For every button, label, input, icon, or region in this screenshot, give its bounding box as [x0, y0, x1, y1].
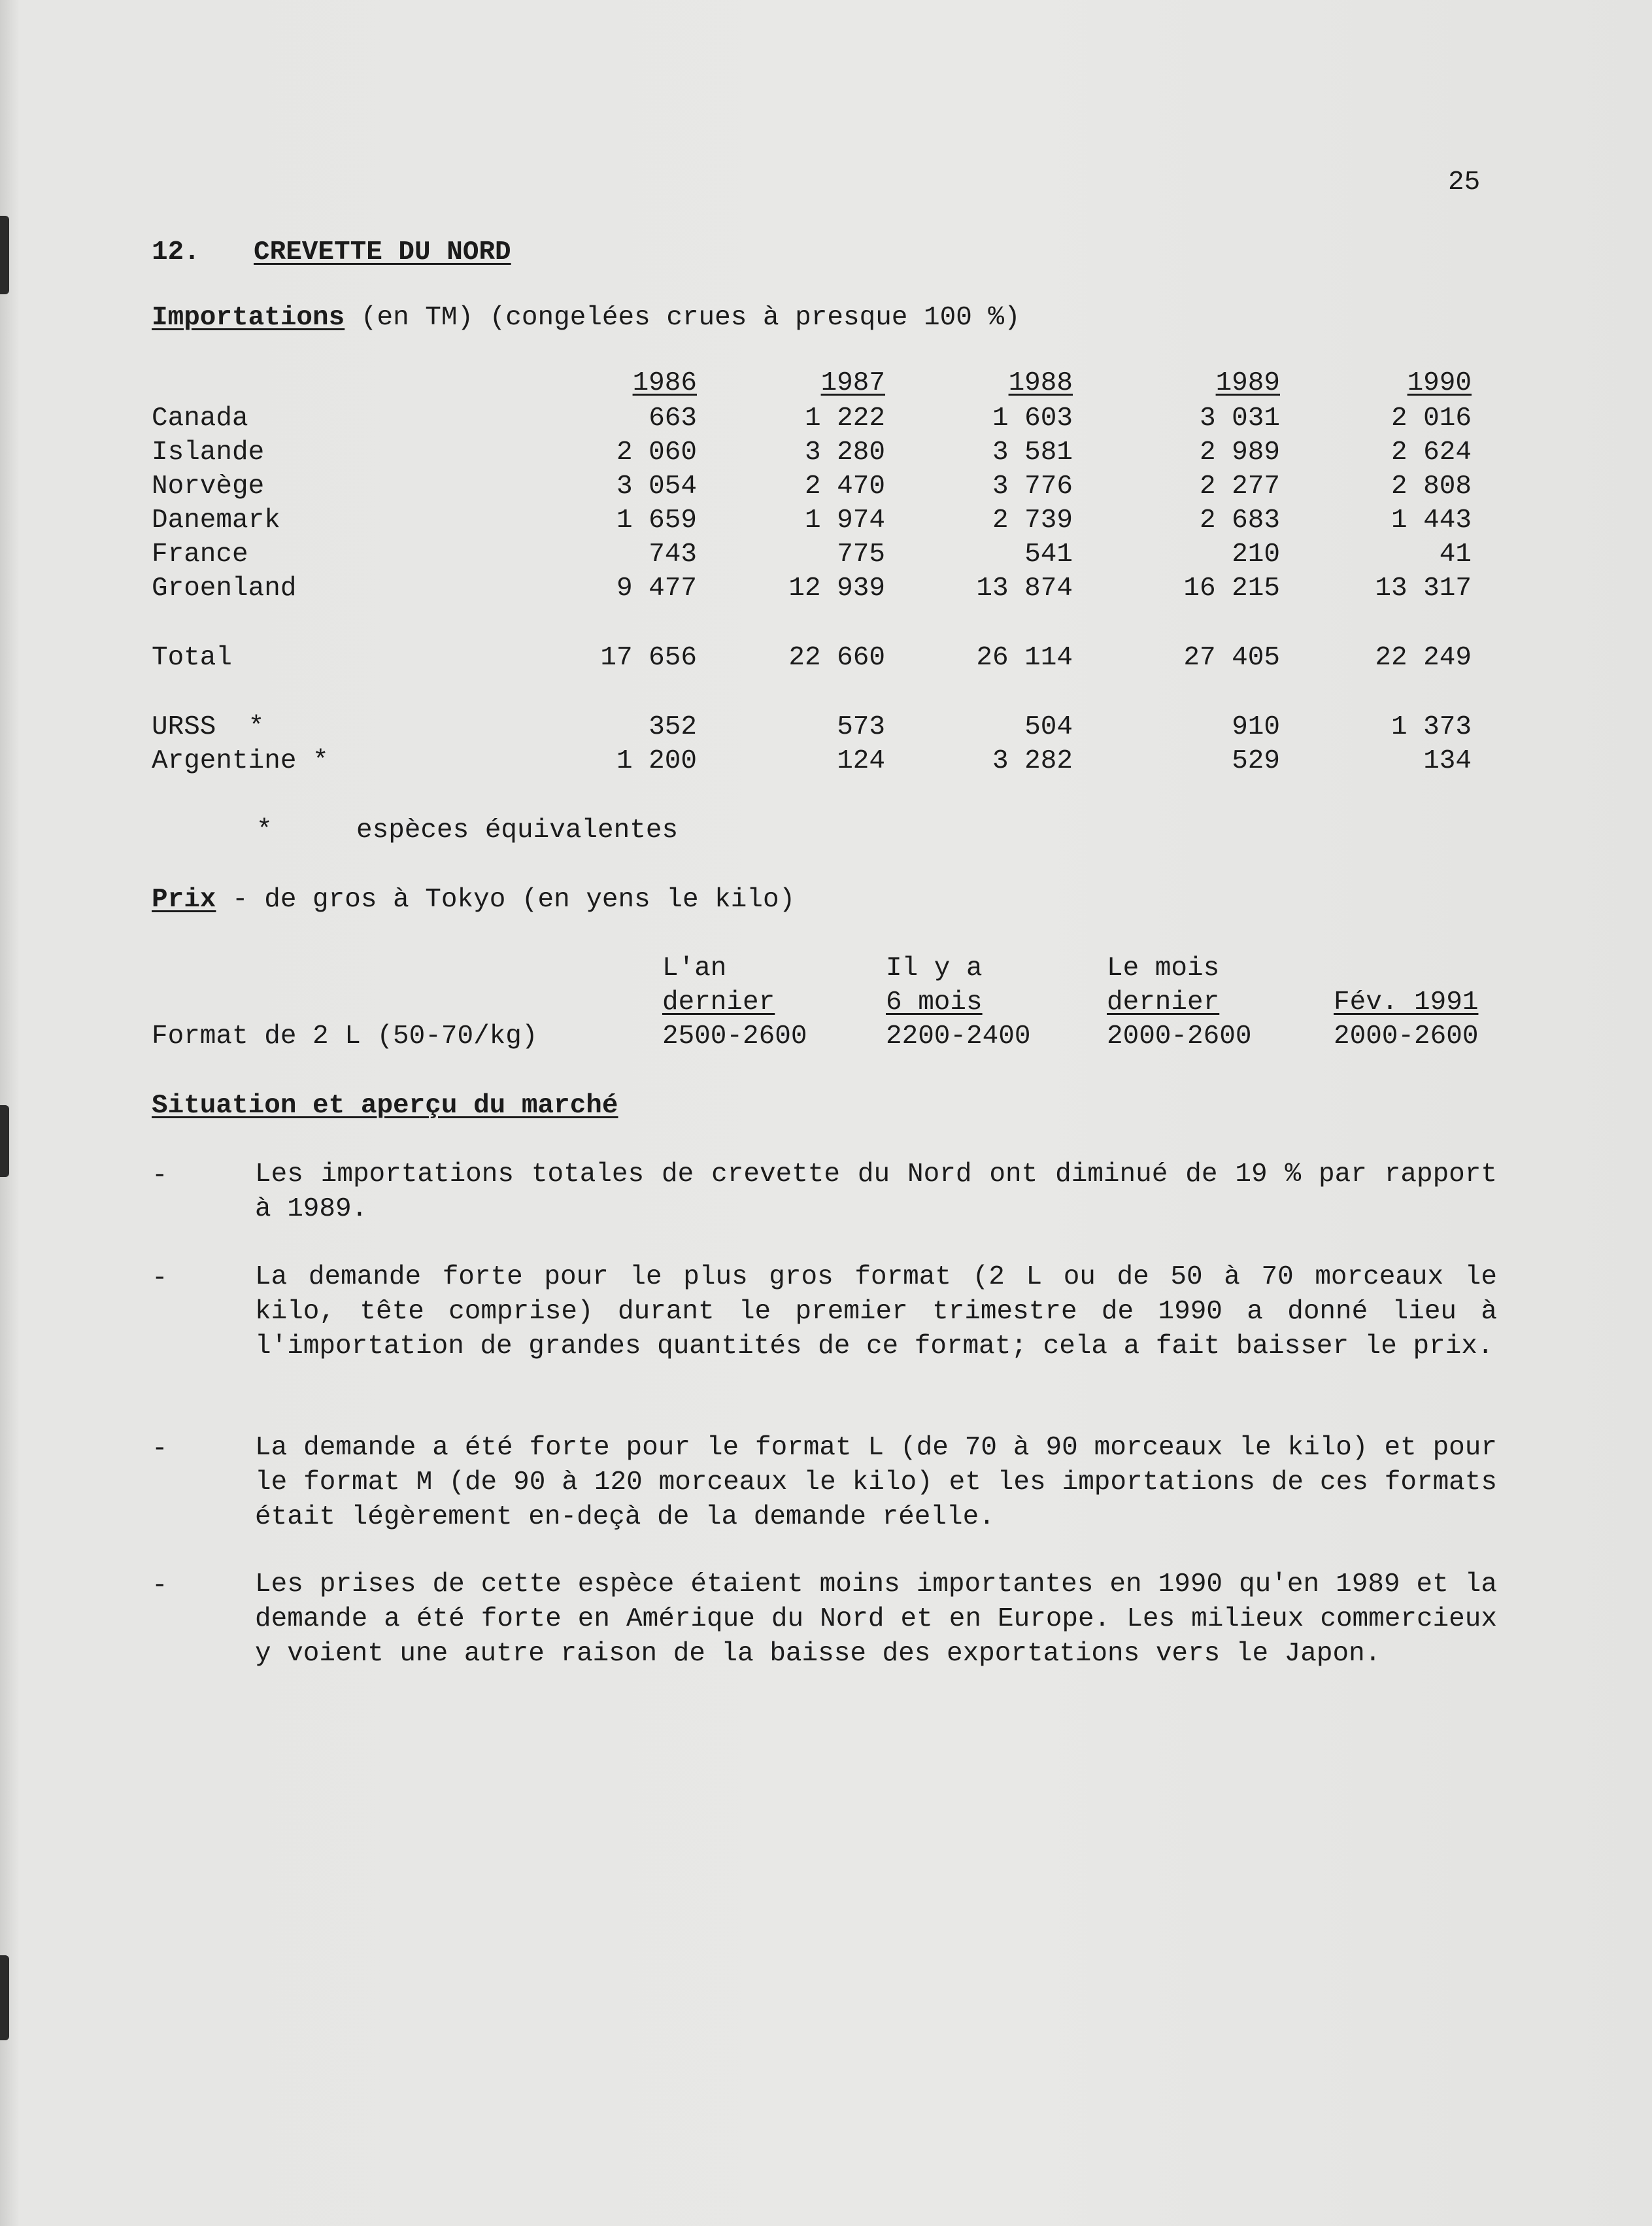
market-point: Les prises de cette espèce étaient moins importantes en 1990 qu'en 1989 et la demande a été forte en Amérique du Nord et en Europe. Les milieux commercieux y voient une autre raison de la baisse des exportations vers le Japon. — [255, 1569, 1497, 1669]
table-cell: 3 282 — [992, 746, 1073, 776]
table-cell: 2 989 — [1199, 437, 1280, 468]
table-cell: 663 — [649, 403, 697, 434]
country-label: France — [152, 539, 248, 570]
year-header: 1989 — [1215, 368, 1280, 398]
table-cell: 573 — [837, 712, 885, 742]
footnote-text: espèces équivalentes — [356, 815, 679, 846]
table-cell: 17 656 — [600, 643, 697, 673]
market-point: La demande a été forte pour le format L (de 70 à 90 morceaux le kilo) et pour le format M (de 90 à 120 morceaux le kilo) et les importations de ces formats était légèrement en-deçà de la demande réelle. — [255, 1433, 1497, 1532]
table-cell: 1 373 — [1391, 712, 1472, 742]
price-row-label: Format de 2 L (50-70/kg) — [152, 1021, 538, 1052]
country-label: URSS * — [152, 712, 265, 742]
table-cell: 3 581 — [992, 437, 1073, 468]
table-cell: 13 317 — [1375, 574, 1472, 604]
country-label: Argentine * — [152, 746, 329, 776]
prices-heading — [152, 883, 795, 917]
table-cell: 2 624 — [1391, 437, 1472, 468]
table-cell: 16 215 — [1183, 574, 1280, 604]
table-cell: 775 — [837, 539, 885, 570]
price-cell: 2000-2600 — [1107, 1021, 1252, 1052]
table-cell: 2 683 — [1199, 505, 1280, 536]
price-col-header-line2: Fév. 1991 — [1334, 987, 1479, 1018]
table-cell: 9 477 — [616, 574, 697, 604]
table-cell: 1 222 — [804, 403, 885, 434]
table-cell: 2 060 — [616, 437, 697, 468]
year-header: 1990 — [1407, 368, 1472, 398]
table-cell: 210 — [1232, 539, 1280, 570]
price-cell: 2500-2600 — [662, 1021, 807, 1052]
table-cell: 504 — [1024, 712, 1073, 742]
imports-heading-rest: (en TM) (congelées crues à presque 100 %) — [360, 303, 1020, 333]
year-header: 1988 — [1008, 368, 1073, 398]
price-col-header-line1: Le mois — [1107, 953, 1220, 984]
table-cell: 541 — [1024, 539, 1073, 570]
prices-heading-rest: - de gros à Tokyo (en yens le kilo) — [232, 885, 796, 915]
table-cell: 2 808 — [1391, 471, 1472, 502]
market-point: Les importations totales de crevette du Nord ont diminué de 19 % par rapport à 1989. — [255, 1159, 1497, 1224]
table-cell: 1 200 — [616, 746, 697, 776]
table-cell: 2 277 — [1199, 471, 1280, 502]
binding-mark — [0, 216, 9, 294]
table-cell: 22 249 — [1375, 643, 1472, 673]
market-title: Situation et aperçu du marché — [152, 1091, 618, 1121]
table-cell: 2 739 — [992, 505, 1073, 536]
bullet-dash: - — [152, 1434, 168, 1464]
binding-mark — [0, 1105, 9, 1177]
price-col-header-line1: L'an — [662, 953, 727, 984]
table-cell: 3 031 — [1199, 403, 1280, 434]
table-cell: 27 405 — [1183, 643, 1280, 673]
table-cell: 352 — [649, 712, 697, 742]
table-cell: 743 — [649, 539, 697, 570]
footnote-mark: * — [256, 815, 273, 846]
country-label: Islande — [152, 437, 265, 468]
year-header: 1986 — [632, 368, 697, 398]
table-cell: 1 603 — [992, 403, 1073, 434]
table-cell: 3 776 — [992, 471, 1073, 502]
country-label: Danemark — [152, 505, 280, 536]
total-label: Total — [152, 643, 233, 673]
table-cell: 12 939 — [788, 574, 885, 604]
market-point: La demande forte pour le plus gros format (2 L ou de 50 à 70 morceaux le kilo, tête comprise) durant le premier trimestre de 1990 a donné lieu à l'importation de grandes quantités de ce format; cela a fait baisser le prix. — [255, 1262, 1497, 1361]
section-number: 12. — [152, 237, 200, 267]
page-number: 25 — [1448, 167, 1481, 197]
price-cell: 2200-2400 — [886, 1021, 1031, 1052]
price-cell: 2000-2600 — [1334, 1021, 1479, 1052]
imports-label: Importations — [152, 303, 345, 333]
table-cell: 22 660 — [788, 643, 885, 673]
year-header: 1987 — [820, 368, 885, 398]
table-cell: 2 016 — [1391, 403, 1472, 434]
table-cell: 26 114 — [976, 643, 1073, 673]
country-label: Canada — [152, 403, 248, 434]
table-cell: 1 974 — [804, 505, 885, 536]
bullet-dash: - — [152, 1263, 168, 1293]
table-cell: 910 — [1232, 712, 1280, 742]
table-cell: 1 443 — [1391, 505, 1472, 536]
prices-label: Prix — [152, 885, 216, 915]
table-cell: 2 470 — [804, 471, 885, 502]
bullet-dash: - — [152, 1161, 168, 1191]
price-col-header-line2: 6 mois — [886, 987, 983, 1018]
table-cell: 134 — [1423, 746, 1472, 776]
country-label: Norvège — [152, 471, 265, 502]
table-cell: 529 — [1232, 746, 1280, 776]
country-label: Groenland — [152, 574, 297, 604]
price-col-header-line2: dernier — [662, 987, 775, 1018]
bullet-dash: - — [152, 1571, 168, 1601]
imports-heading — [152, 301, 1020, 335]
table-cell: 3 054 — [616, 471, 697, 502]
price-col-header-line2: dernier — [1107, 987, 1220, 1018]
section-title: CREVETTE DU NORD — [254, 237, 511, 267]
table-cell: 13 874 — [976, 574, 1073, 604]
price-col-header-line1: Il y a — [886, 953, 983, 984]
table-cell: 3 280 — [804, 437, 885, 468]
table-cell: 41 — [1439, 539, 1472, 570]
binding-mark — [0, 1955, 9, 2040]
table-cell: 1 659 — [616, 505, 697, 536]
table-cell: 124 — [837, 746, 885, 776]
